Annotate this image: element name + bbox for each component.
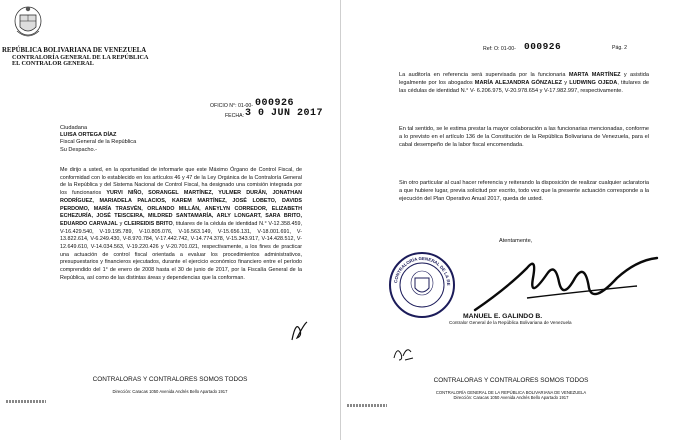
footer-motto: CONTRALORAS Y CONTRALORES SOMOS TODOS	[92, 376, 248, 383]
fecha-value: 3 0 JUN 2017	[245, 108, 324, 119]
manuscript-signature-icon	[467, 248, 667, 318]
collaboration-paragraph: En tal sentido, se le estima prestar la mayor colaboración a las funcionarias mencionadas, conforme a lo previsto en el artículo 136 de la Constitución de la República Bolivariana de Venezuela, para el cabal desempeño de la labor fiscal encomendada.	[399, 126, 649, 148]
ref-number: 000926	[524, 41, 562, 52]
body-conjunction: y	[117, 220, 125, 227]
supervision-intro: La auditoría en referencia será supervisada por la funcionaria	[399, 72, 569, 78]
supervision-mid: y asistida legalmente por los abogados	[399, 72, 650, 86]
fecha-label: FECHA:	[225, 113, 245, 119]
oficio-label: OFICIO N°: 01-00-	[210, 103, 254, 109]
body-details: , titulares de la cédula de identidad N.° V-12.358.459, V-16.429.540, V-19.195.789, V-10.805.076, V-16.563.149, V-15.656.131, V-18.001.691, V-13.822.614, V-6.249.430, V-8.970.784, V-17.442.742, V-14.774.378, V-15.343.917, V-14.428.512, V-12.649.610, V-14.034.563, V-19.220.426 y V-20.701.021, respectivamente, a los fines de practicar una actuación de control fiscal orientada a evaluar los procedimientos administrativos, presupuestarios y financieros ejecutados, durante el ejercicio económico financiero entre el período comprendido del 1° de enero de 2008 hasta el 30 de junio de 2017, por la Fiscalía General de la República, así como de las distintas áreas y dependencias que la conforman.	[60, 220, 302, 281]
closing-salutation: Atentamente,	[499, 238, 533, 244]
ref-label: Ref: O: 01-00-	[483, 46, 516, 52]
signer-name: MANUEL E. GALINDO B.	[463, 313, 543, 320]
footer-code-mark-2	[347, 404, 387, 407]
recipient-office: Su Despacho.-	[60, 146, 98, 153]
letter-page-2	[340, 0, 680, 440]
recipient-title: Fiscal General de la República	[60, 139, 137, 146]
coat-of-arms-icon	[10, 3, 46, 45]
seal-text: CONTRALORÍA GENERAL DE LA RE	[393, 255, 452, 286]
signer-title: Contralor General de la República Bolivariana de Venezuela	[449, 320, 572, 325]
initials-mark-icon	[391, 342, 415, 364]
closing-paragraph: Sin otro particular al cual hacer referencia y reiterando la disposición de realizar cualquier aclaratoria a que hubiere lugar, previa solicitud por escrito, todo vez que la presente actuación corresponde a la ejecución del Plan Operativo Anual 2017, queda de usted.	[399, 180, 649, 202]
body-paragraph	[60, 167, 302, 283]
lawyer-name-2: LUDWING OJEDA	[569, 79, 618, 86]
header-office: EL CONTRALOR GENERAL	[12, 60, 94, 67]
body-commission-names: YURVI NIÑO, SORANGEL MARTÍNEZ, YULMER DURÁN, JONATHAN RODRÍGUEZ, MARIADELA PALACIOS, KAREM MARTÍNEZ, JOSÉ LOBETO, DAVIDS PERDOMO, MARÍA TRASVÉN, ORLANDO MILLÁN, ANEYLYN CORREDOR, ELIZABETH ECHEZURÍA, JOSÉ TEISCEIRA, MILDRED SANTAMARÍA, ARLY LONGART, SARA BRITO, EDUARDO CARVAJAL	[60, 190, 302, 227]
recipient-salutation: Ciudadana	[60, 125, 88, 131]
body-intro: Me dirijo a usted, en la oportunidad de informarle que este Máximo Órgano de Control Fiscal, de conformidad con lo establecido en los artículos 46 y 47 de la Ley Orgánica de la Contraloría General de la República y del Sistema Nacional de Control Fiscal, ha designado una comisión integrada por los funcionarios	[60, 167, 302, 197]
supervision-conjunction: y	[562, 79, 570, 86]
recipient-block	[60, 125, 260, 154]
official-seal-icon	[387, 250, 457, 320]
footer-code-mark	[6, 400, 46, 403]
supervisor-name: MARTA MARTÍNEZ	[568, 72, 621, 78]
footer-address: Dirección: Caracas 1050 Avenida Andrés Bello Apartado 1917	[112, 389, 228, 394]
recipient-name: LUISA ORTEGA DÍAZ	[60, 132, 117, 139]
page-number: Pág. 2	[612, 45, 627, 51]
svg-text:CONTRALORÍA GENERAL DE LA REPÚ	[387, 250, 451, 286]
lawyer-name-1: MARÍA ALEJANDRA GÓNZALEZ	[474, 79, 563, 86]
header-institution: CONTRALORÍA GENERAL DE LA REPÚBLICA	[12, 54, 149, 61]
footer-address-2: Dirección: Caracas 1050 Avenida Andrés Bello Apartado 1917	[453, 395, 569, 400]
footer-institution-2: CONTRALORÍA GENERAL DE LA REPÚBLICA BOLIVARIANA DE VENEZUELA	[435, 390, 587, 395]
header-country: REPÚBLICA BOLIVARIANA DE VENEZUELA	[2, 47, 147, 54]
initials-signature-icon	[288, 318, 310, 344]
body-last-name: CLEIREIDIS BRITO	[124, 220, 173, 227]
oficio-number: 000926	[255, 98, 295, 109]
supervision-ids: , titulares de las cédulas de identidad N.° V- 6.206.975, V-20.978.654 y V-17.982.997, respectivamente.	[399, 79, 650, 94]
supervision-paragraph	[399, 72, 649, 95]
footer-motto-2: CONTRALORAS Y CONTRALORES SOMOS TODOS	[433, 377, 589, 384]
